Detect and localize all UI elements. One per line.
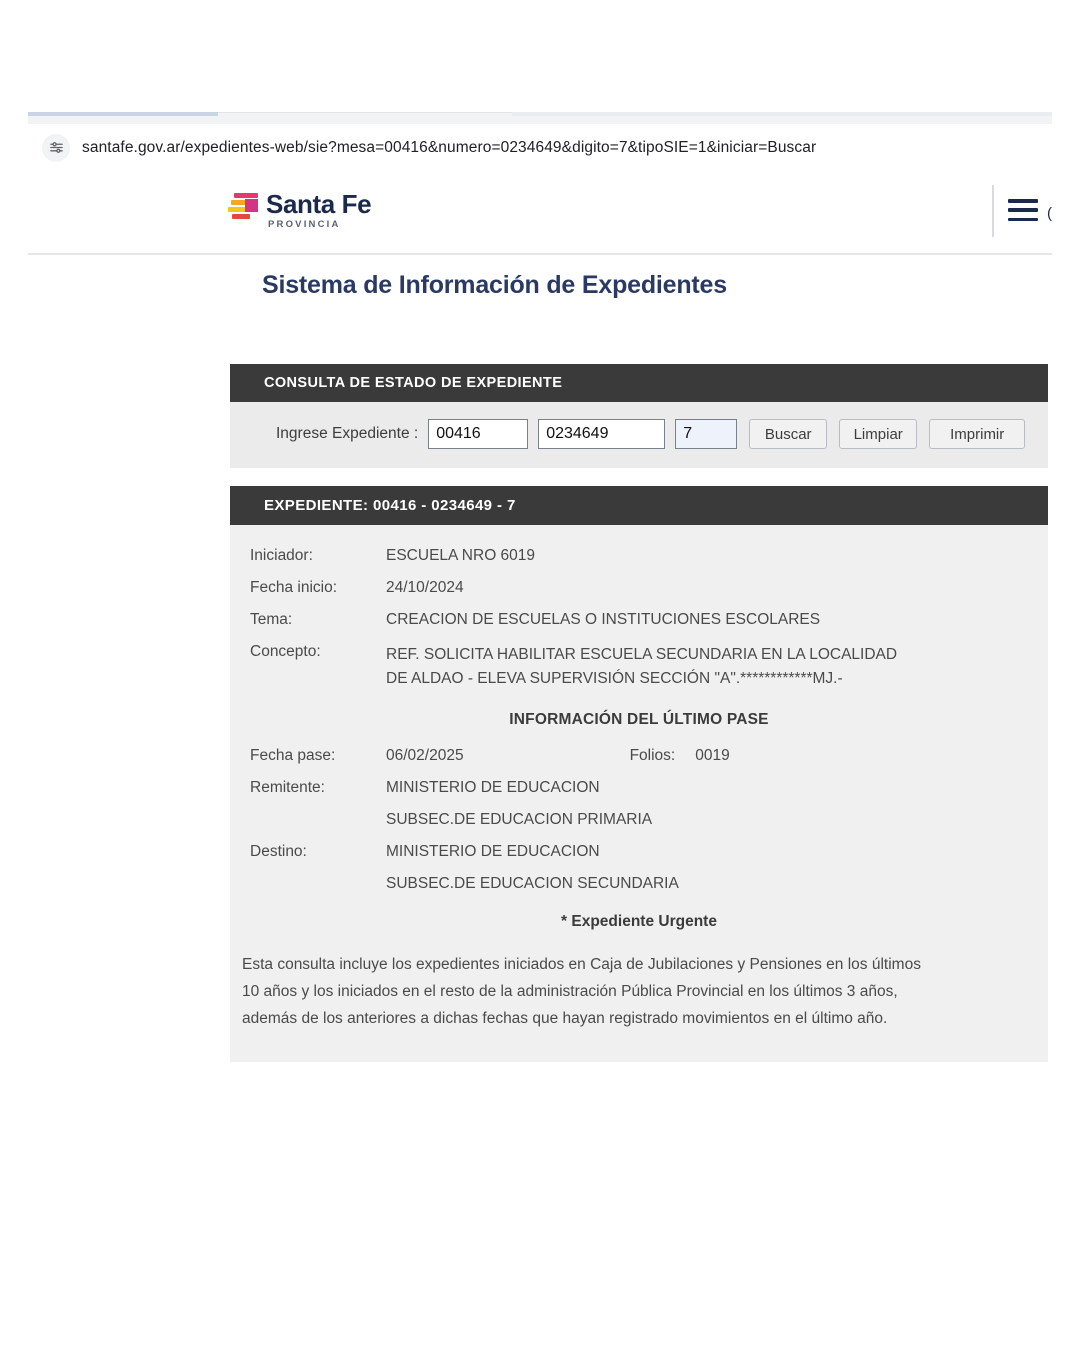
fecha-pase-value: 06/02/2025: [386, 747, 464, 764]
destino-label: Destino:: [250, 843, 307, 860]
hamburger-menu-icon[interactable]: [1008, 199, 1038, 221]
iniciador-value: ESCUELA NRO 6019: [386, 547, 536, 564]
limpiar-button[interactable]: Limpiar: [839, 419, 917, 449]
mesa-input[interactable]: [428, 419, 528, 449]
disclaimer-line-2: 10 años y los iniciados en el resto de la administración Pública Provincial en los últimos 3 años,: [242, 983, 898, 1000]
destino-value: MINISTERIO DE EDUCACION: [386, 843, 600, 860]
browser-address-bar[interactable]: [28, 124, 1052, 172]
concepto-value: [386, 643, 897, 691]
destino-subarea: SUBSEC.DE EDUCACION SECUNDARIA: [386, 875, 679, 892]
expediente-header-bar: EXPEDIENTE: 00416 - 0234649 - 7: [230, 486, 1048, 525]
folios-label: Folios:: [629, 747, 676, 764]
folios-value: 0019: [695, 747, 730, 764]
fecha-inicio-value: 24/10/2024: [386, 579, 464, 596]
concepto-label: Concepto:: [250, 643, 321, 660]
fecha-inicio-label: Fecha inicio:: [250, 579, 338, 596]
logo-subtitle: PROVINCIA: [268, 219, 341, 230]
tema-value: CREACION DE ESCUELAS O INSTITUCIONES ESCOLARES: [386, 611, 821, 628]
expediente-panel: [230, 364, 1048, 1062]
santa-fe-flag-icon: [228, 193, 258, 219]
consulta-header-bar: CONSULTA DE ESTADO DE EXPEDIENTE: [230, 364, 1048, 402]
row-concepto: [230, 643, 1048, 691]
expediente-details: [230, 525, 1048, 1062]
ultimo-pase-title: INFORMACIÓN DEL ÚLTIMO PASE: [509, 711, 769, 728]
tema-label: Tema:: [250, 611, 293, 628]
row-destino: [230, 843, 1048, 861]
url-text: santafe.gov.ar/expedientes-web/sie?mesa=00416&numero=0234649&digito=7&tipoSIE=1&iniciar=Buscar: [82, 138, 817, 156]
active-tab-indicator[interactable]: [28, 112, 218, 116]
disclaimer-text: [230, 951, 1048, 1054]
menu-label: (: [1047, 205, 1052, 222]
remitente-value: MINISTERIO DE EDUCACION: [386, 779, 600, 796]
row-tema: [230, 611, 1048, 629]
imprimir-button[interactable]: Imprimir: [929, 419, 1025, 449]
header-divider: [992, 185, 994, 237]
remitente-label: Remitente:: [250, 779, 325, 796]
digito-input[interactable]: [675, 419, 737, 449]
site-header: [28, 171, 1052, 255]
tab-strip-background: [512, 112, 1052, 116]
row-iniciador: [230, 547, 1048, 565]
row-fecha-pase: [230, 747, 1048, 765]
ingrese-expediente-label: Ingrese Expediente :: [276, 425, 419, 442]
remitente-subarea: SUBSEC.DE EDUCACION PRIMARIA: [386, 811, 653, 828]
fecha-pase-label: Fecha pase:: [250, 747, 336, 764]
buscar-button[interactable]: Buscar: [749, 419, 827, 449]
concepto-line-2: DE ALDAO - ELEVA SUPERVISIÓN SECCIÓN "A".************MJ.-: [386, 670, 843, 687]
numero-input[interactable]: [538, 419, 665, 449]
search-form: [230, 402, 1048, 468]
disclaimer-line-1: Esta consulta incluye los expedientes iniciados en Caja de Jubilaciones y Pensiones en los últimos: [242, 956, 921, 973]
iniciador-label: Iniciador:: [250, 547, 313, 564]
expediente-urgente-note: * Expediente Urgente: [561, 913, 717, 930]
row-remitente: [230, 779, 1048, 797]
concepto-line-1: REF. SOLICITA HABILITAR ESCUELA SECUNDARIA EN LA LOCALIDAD: [386, 646, 898, 663]
santa-fe-logo[interactable]: [228, 190, 371, 230]
page-info-icon[interactable]: [42, 134, 70, 162]
row-fecha-inicio: [230, 579, 1048, 597]
page-title: Sistema de Información de Expedientes: [262, 271, 727, 299]
disclaimer-line-3: además de los anteriores a dichas fechas que hayan registrado movimientos en el último año.: [242, 1010, 888, 1027]
logo-title: Santa Fe: [266, 189, 372, 219]
